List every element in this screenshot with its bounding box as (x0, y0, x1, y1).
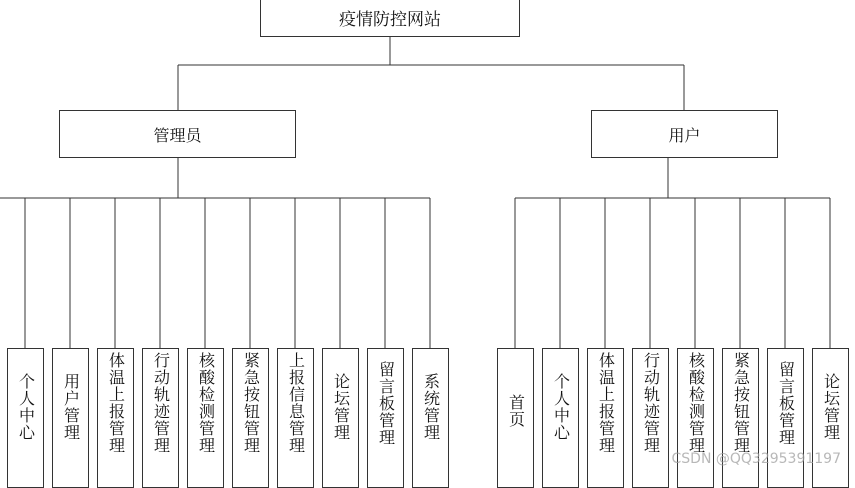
admin-label: 管理员 (153, 125, 202, 145)
admin-leaf-emergency-button: 紧急按钮管理 (232, 348, 269, 488)
admin-leaf-message-board: 留言板管理 (367, 348, 404, 488)
user-node (591, 110, 778, 158)
user-leaf-home: 首页 (497, 348, 534, 488)
root-node (260, 0, 520, 37)
user-leaf-temperature-report: 体温上报管理 (587, 348, 624, 488)
admin-leaf-personal-center: 个人中心 (7, 348, 44, 488)
admin-leaf-nucleic-test: 核酸检测管理 (187, 348, 224, 488)
user-leaf-nucleic-test: 核酸检测管理 (677, 348, 714, 488)
user-leaf-emergency-button: 紧急按钮管理 (722, 348, 759, 488)
root-label: 疫情防控网站 (339, 10, 441, 30)
user-leaf-movement-track: 行动轨迹管理 (632, 348, 669, 488)
admin-leaf-report-info: 上报信息管理 (277, 348, 314, 488)
watermark-text: CSDN @QQ3295391197 (671, 451, 841, 467)
user-leaf-forum-management: 论坛管理 (812, 348, 849, 488)
user-label: 用户 (668, 125, 701, 145)
admin-leaf-user-management: 用户管理 (52, 348, 89, 488)
user-leaf-personal-center: 个人中心 (542, 348, 579, 488)
admin-leaf-system-management: 系统管理 (412, 348, 449, 488)
admin-leaf-movement-track: 行动轨迹管理 (142, 348, 179, 488)
admin-node (59, 110, 296, 158)
admin-leaf-forum-management: 论坛管理 (322, 348, 359, 488)
user-leaf-message-board: 留言板管理 (767, 348, 804, 488)
admin-leaf-temperature-report: 体温上报管理 (97, 348, 134, 488)
